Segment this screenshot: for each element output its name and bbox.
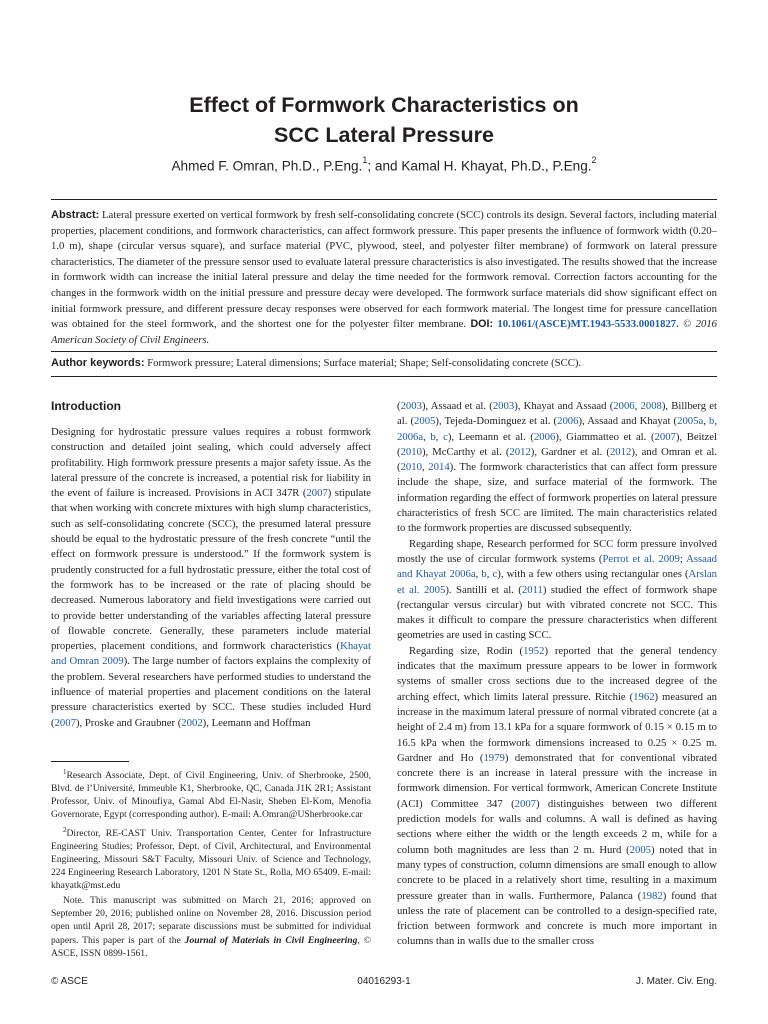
right-column xyxy=(397,399,717,950)
right-paragraph-3: Regarding size, Rodin (1952) reported that the general tendency indicates that the maximum pressure appears to be lower in formwork systems of smaller cross sections due to the increased degree of the arching effect, which limits lateral pressure. Ritchie (1962) measured an increase in the maximum lateral pressure of normal vibrated concrete (at a height of 2.4 m) from 13.1 kPa for a square formwork of 0.15 × 0.15 m to 16.5 kPa when the formwork dimensions increased to 0.25 × 0.25 m. Gardner and Ho (1979) demonstrated that for conventional vibrated concrete there is an increase in lateral pressure with the increase in formwork dimension. For vertical formwork, American Concrete Institute (ACI) Committee 347 (2007) distinguishes between two different prediction models for walls and columns. A wall is defined as having sections where either the width or the length exceeds 2 m, while for a column both magnitudes are less than 2 m. Hurd (2005) noted that in many types of construction, column dimensions are small enough to allow concrete to be placed in a relatively short time, resulting in a maximum pressure greater than in walls. Furthermore, Palanca (1982) found that unless the rate of placement can be controlled to a design-specified rate, friction between formwork and concrete is much more important in columns than in walls due to the smaller cross xyxy=(397,644,717,948)
citation-link[interactable]: 2008 xyxy=(640,400,662,412)
page-footer xyxy=(51,976,717,992)
citation-link[interactable]: 2007 xyxy=(514,797,537,810)
doi-link[interactable]: 10.1061/(ASCE)MT.1943-5533.0001827. xyxy=(497,318,679,331)
footnote-2: $^2$Director, RE-CAST Univ. Transportation Center, Center for Infrastructure Engineering Studies; Professor, Dept. of Civil, Architectural, and Environmental Engineering, Missouri S&T Faculty, Missouri Univ. of Science and Technology, 224 Engineering Research Laboratory, 1201 N State St., Rolla, MO 65409. E-mail: khayatk@mst.edu xyxy=(51,825,371,892)
title-line-2: SCC Lateral Pressure xyxy=(274,123,494,147)
author-line xyxy=(0,157,768,174)
citation-link[interactable]: b xyxy=(430,430,436,443)
doi-label: DOI: xyxy=(470,318,493,331)
author-2-footnote-mark: 2 xyxy=(591,155,597,165)
citation-link[interactable]: 2007 xyxy=(54,716,76,729)
citation-link[interactable]: c xyxy=(492,568,498,581)
citation-link[interactable]: 2012 xyxy=(609,445,632,458)
footnote-1: $^1$Research Associate, Dept. of Civil Engineering, Univ. of Sherbrooke, 2500, Blvd. de l’Université, Immeuble K1, Sherbrooke, QC, Canada J1K 2R1; Assistant Professor, Univ. of Minoufiya, Gamal Abd El-Nasir, Sheben El-Kom, Menofia Governorate, Egypt (corresponding author). E-mail: A.Omran@USherbrooke.car xyxy=(51,768,371,821)
submission-note: Note. This manuscript was submitted on March 21, 2016; approved on September 20, 2016; published online on November 28, 2016. Discussion period open until April 28, 2017; separate discussions must be submitted for individual papers. This paper is part of the Journal of Materials in Civil Engineering, © ASCE, ISSN 0899-1561. xyxy=(51,895,371,959)
abstract-bottom-rule xyxy=(51,351,717,352)
keywords-label: Author keywords: xyxy=(51,357,145,369)
citation-link[interactable]: 2006 xyxy=(557,415,579,428)
copyright-notice: © 2016 American Society of Civil Engineers. xyxy=(51,318,718,346)
author-separator: ; and Kamal H. Khayat, Ph.D., P.Eng. xyxy=(367,158,592,174)
citation-link[interactable]: 2006 xyxy=(533,430,556,443)
citation-link[interactable]: 2014 xyxy=(428,461,450,474)
keywords-text: Formwork pressure; Lateral dimensions; Surface material; Shape; Self-consolidating concrete (SCC). xyxy=(147,357,582,369)
author-1: Ahmed F. Omran, Ph.D., P.Eng. xyxy=(171,158,363,174)
footer-publisher: © ASCE xyxy=(51,976,88,987)
citation-link[interactable]: Khayat and Omran 2009 xyxy=(51,640,371,668)
section-heading-introduction: Introduction xyxy=(51,399,121,413)
author-keywords xyxy=(51,356,717,371)
journal-name: Journal of Materials in Civil Engineering xyxy=(184,934,358,946)
citation-link[interactable]: Arslan et al. 2005 xyxy=(397,568,718,596)
keywords-bottom-rule xyxy=(51,376,717,377)
citation-link[interactable]: 2006a xyxy=(397,430,424,443)
footnote-rule xyxy=(51,761,129,762)
right-paragraph-2: Regarding shape, Research performed for SCC form pressure involved mostly the use of circular formwork systems (Perrot et al. 2009; Assaad and Khayat 2006a, b, c), with a few others using rectangular ones (Arslan et al. 2005). Santilli et al. (2011) studied the effect of formwork shape (rectangular versus circular) but with vibrated concrete not SCC. This makes it difficult to compare the pressure characteristics when different geometries are used in casting SCC. xyxy=(397,537,718,642)
citation-link[interactable]: 1952 xyxy=(523,644,545,657)
paper-title xyxy=(0,90,768,150)
citation-link[interactable]: 2003 xyxy=(492,400,515,412)
abstract-text: Lateral pressure exerted on vertical formwork by fresh self-consolidating concrete (SCC) controls its design. Several factors, including material properties, placement conditions, and formwork characteristics, can affect formwork pressure. This paper presents the influence of formwork width (0.20–1.0 m), shape (circular versus square), and surface material (PVC, plywood, steel, and polyester filter membrane) of formwork on lateral pressure characteristics. The diameter of the pressure sensor used to evaluate lateral pressure characteristics is also investigated. The results showed that the increase in formwork width can increase the initial lateral pressure and delay the time needed for the formwork removal. Correction factors accounting for the changes in the formwork width on the initial pressure and pressure decay were developed. The formwork surface materials did show significant effect on initial formwork pressure, and different pressure decay responses were observed for each formwork material. The longest time for pressure cancellation was obtained for the steel formwork, and the shortest one for the polyester filter membrane. xyxy=(51,209,717,331)
citation-link[interactable]: Perrot et al. 2009 xyxy=(602,552,680,565)
citation-link[interactable]: 2007 xyxy=(654,430,676,443)
right-paragraph-1: (2003), Assaad et al. (2003), Khayat and Assaad (2006, 2008), Billberg et al. (2005), Tejeda-Dominguez et al. (2006), Assaad and Khayat (2005a, b, 2006a, b, c), Leemann et al. (2006), Giammatteo et al. (2007), Beitzel (2010), McCarthy et al. (2012), Gardner et al. (2012), and Omran et al. (2010, 2014). The formwork characteristics that can affect form pressure include the shape, size, and surface material of the formwork. The information regarding the effect of formwork properties on lateral pressure characteristics of fresh SCC are limited. The main characteristics related to the formwork properties are discussed subsequently. xyxy=(397,400,718,535)
citation-link[interactable]: 2010 xyxy=(400,445,422,458)
citation-link[interactable]: b xyxy=(708,415,715,428)
author-1-footnote-mark: 1 xyxy=(362,155,368,165)
citation-link[interactable]: 1979 xyxy=(483,751,505,764)
citation-link[interactable]: 2005a xyxy=(677,415,704,428)
citation-link[interactable]: 2007 xyxy=(306,487,328,500)
citation-link[interactable]: 2005 xyxy=(629,843,652,856)
citation-link[interactable]: 2003 xyxy=(400,400,422,412)
citation-link[interactable]: 2012 xyxy=(509,445,531,458)
citation-link[interactable]: Assaad and Khayat 2006a xyxy=(397,552,717,581)
citation-link[interactable]: b xyxy=(481,568,487,581)
title-line-1: Effect of Formwork Characteristics on xyxy=(189,93,579,117)
citation-link[interactable]: 2002 xyxy=(181,716,203,729)
left-column xyxy=(51,398,371,731)
citation-link[interactable]: 2010 xyxy=(400,461,422,474)
citation-link[interactable]: 1962 xyxy=(633,690,655,703)
footnotes xyxy=(51,766,371,962)
citation-link[interactable]: 2005 xyxy=(414,415,436,428)
abstract-label: Abstract: xyxy=(51,209,100,221)
citation-link[interactable]: 2006 xyxy=(613,400,635,412)
abstract-top-rule xyxy=(51,199,717,200)
citation-link[interactable]: 2011 xyxy=(521,583,543,596)
intro-paragraph: Designing for hydrostatic pressure values requires a robust formwork construction and detailed joint sealing, which could adversely affect profitability. High formwork pressure presents a major safety issue. As the lateral pressure of the concrete is increased, a potential risk for liability in the event of failure is increased. Provisions in ACI 347R (2007) stipulate that when working with concrete mixtures with high slump characteristics, such as self-consolidating concrete (SCC), the presumed lateral pressure should be equal to the hydrostatic pressure of the fresh concrete “until the effect on formwork pressure is understood.” If the formwork system is prudently constructed for a full hydrostatic pressure, either the total cost of the formwork has to be increased or the rate of placing should be decreased. Numerous laboratory and field investigations were carried out to provide better understanding of the variables affecting lateral pressure of flowable concrete. Generally, these parameters include material properties, placement conditions, and formwork characteristics (Khayat and Omran 2009). The large number of factors explains the complexity of the problem. Several researchers have performed studies to understand the influence of material properties and placement conditions on the lateral pressure characteristics exerted by SCC. These studies included Hurd (2007), Proske and Graubner (2002), Leemann and Hoffman xyxy=(51,426,372,729)
footer-journal-abbrev: J. Mater. Civ. Eng. xyxy=(636,976,717,987)
abstract xyxy=(51,208,717,348)
citation-link[interactable]: c xyxy=(443,430,448,443)
footer-article-number: 04016293-1 xyxy=(357,976,411,987)
citation-link[interactable]: 1982 xyxy=(641,889,663,902)
